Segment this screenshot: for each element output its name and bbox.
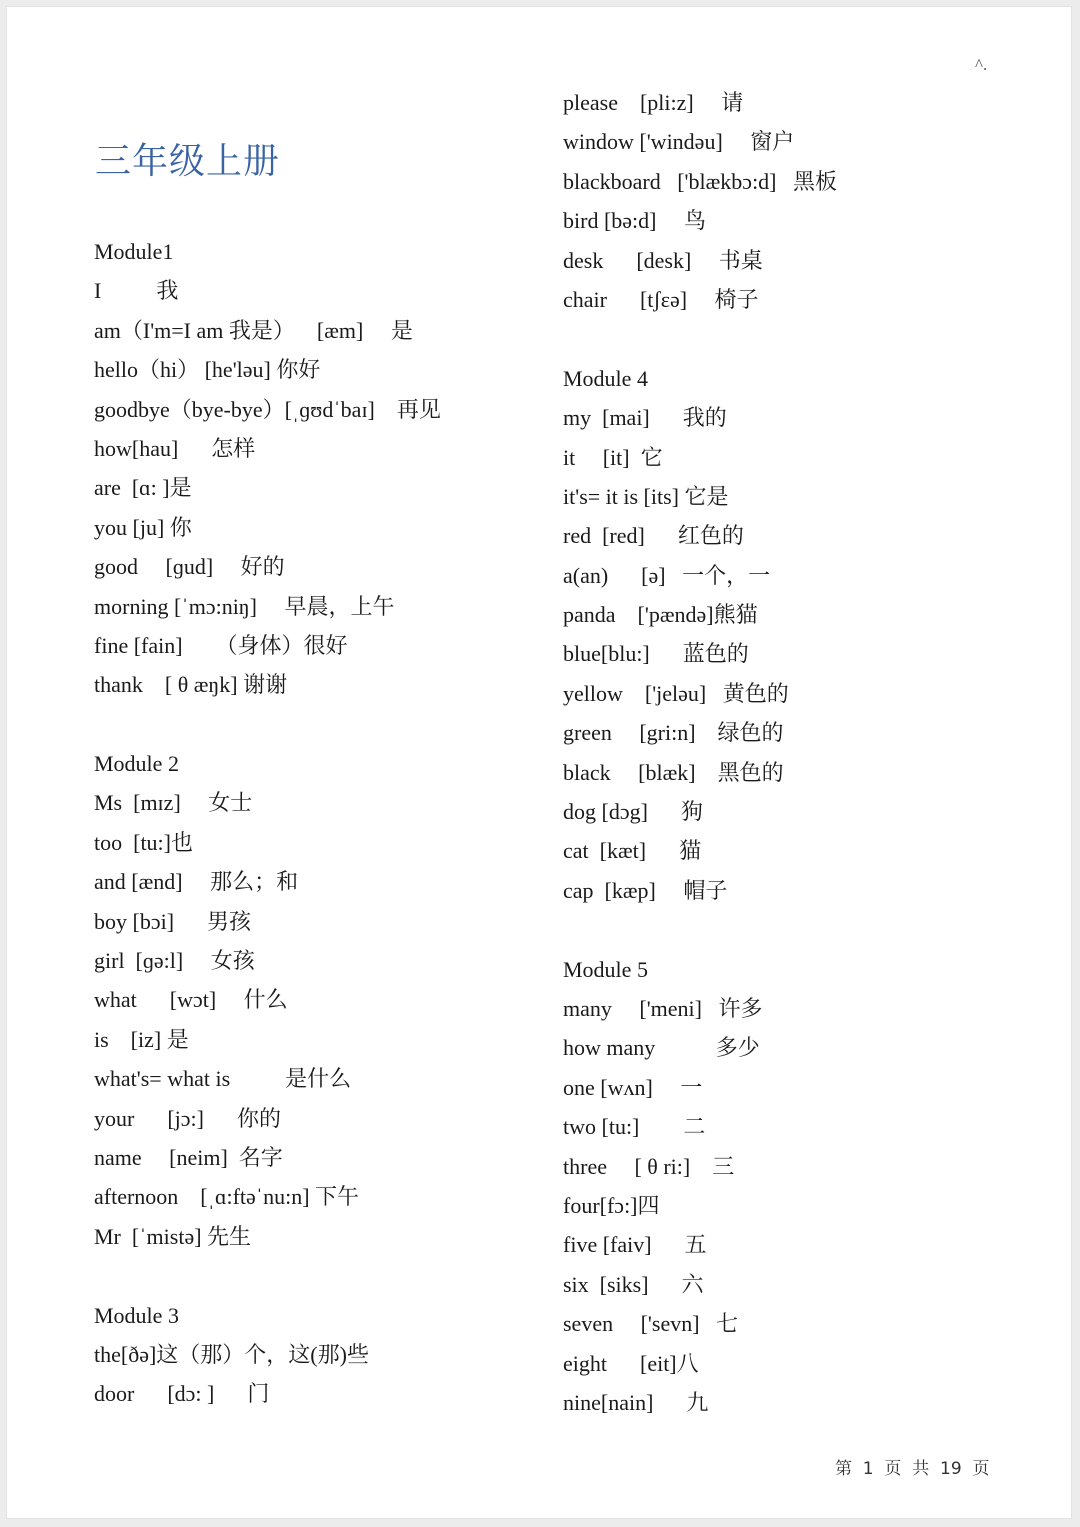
vocab-line: goodbye（bye-bye）[ˌɡʊdˈbaɪ] 再见 [94,396,441,422]
vocab-line: boy [bɔi] 男孩 [94,908,252,934]
vocab-line: green [gri:n] 绿色的 [563,720,784,746]
vocab-line: cat [kæt] 猫 [563,838,702,864]
page-title: 三年级上册 [95,141,281,182]
vocab-line: it [it] 它 [563,444,663,470]
vocab-line: cap [kæp] 帽子 [563,877,728,903]
vocab-line: eight [eit]八 [563,1350,699,1376]
blank-line [94,705,554,744]
blank-line [563,319,1023,358]
vocab-line: the[ðə]这（那）个，这(那)些 [94,1341,369,1367]
module-heading: Module 4 [563,365,648,391]
vocab-line: fine [fain] （身体）很好 [94,632,348,658]
vocab-line: afternoon [ˌɑ:ftəˈnu:n] 下午 [94,1184,360,1210]
vocab-line: and [ænd] 那么；和 [94,869,299,895]
vocab-line: door [dɔ: ] 门 [94,1381,270,1407]
vocab-line: Ms [mɪz] 女士 [94,790,253,816]
module-heading: Module 5 [563,956,648,982]
vocab-line: five [faiv] 五 [563,1232,707,1258]
blank-line [94,1256,554,1295]
module-heading: Module1 [94,239,174,264]
vocab-line: what [wɔt] 什么 [94,987,288,1013]
vocab-line: seven ['sevn] 七 [563,1311,739,1337]
vocab-line: hello（hi） [he'ləu] 你好 [94,357,321,383]
vocab-line: I 我 [94,278,179,304]
vocab-line: is [iz] 是 [94,1026,189,1052]
corner-mark: ^. [975,55,988,74]
vocab-line: how many 多少 [563,1035,760,1061]
vocab-line: are [ɑ: ]是 [94,475,192,501]
vocab-line: your [jɔ:] 你的 [94,1105,281,1131]
left-column [94,232,554,1414]
vocab-line: how[hau] 怎样 [94,435,256,461]
vocab-line: name [neim] 名字 [94,1144,283,1170]
vocab-line: desk [desk] 书桌 [563,247,763,273]
vocab-line: Mr [ˈmistə] 先生 [94,1223,252,1249]
blank-line [563,910,1023,949]
vocab-line: blue[blu:] 蓝色的 [563,641,749,667]
vocab-line: one [wʌn] 一 [563,1074,703,1100]
vocab-line: too [tu:]也 [94,829,193,855]
vocab-line: a(an) [ə] 一个，一 [563,562,771,588]
page-footer: 第 1 页 共 19 页 [835,1459,990,1479]
vocab-line: good [ɡud] 好的 [94,554,285,580]
vocab-line: it's= it is [its] 它是 [563,483,729,509]
vocab-line: morning [ˈmɔ:niŋ] 早晨，上午 [94,593,395,619]
vocab-line: four[fɔ:]四 [563,1192,660,1218]
vocab-line: my [mai] 我的 [563,405,727,431]
vocab-line: thank [ θ æŋk] 谢谢 [94,672,288,698]
vocab-line: you [ju] 你 [94,514,192,540]
vocab-line: chair [tʃɛə] 椅子 [563,286,759,312]
module-heading: Module 2 [94,751,179,777]
vocab-line: please [pli:z] 请 [563,90,744,115]
vocab-line: blackboard ['blækbɔ:d] 黑板 [563,168,838,194]
vocab-line: panda ['pændə]熊猫 [563,602,758,628]
vocab-line: six [siks] 六 [563,1271,704,1297]
vocab-line: three [ θ ri:] 三 [563,1153,735,1179]
right-column [563,83,1023,1422]
vocab-line: am（I'm=I am 我是） [æm] 是 [94,317,413,343]
vocab-line: two [tu:] 二 [563,1114,706,1140]
module-heading: Module 3 [94,1302,179,1328]
vocab-line: what's= what is 是什么 [94,1066,352,1092]
vocab-line: many ['meni] 许多 [563,995,763,1021]
vocab-line: bird [bə:d] 鸟 [563,208,706,234]
vocab-line: red [red] 红色的 [563,523,744,549]
vocab-line: nine[nain] 九 [563,1389,709,1415]
document-page [6,6,1072,1519]
vocab-line: window ['windəu] 窗户 [563,129,795,155]
vocab-line: yellow ['jeləu] 黄色的 [563,680,789,706]
vocab-line: dog [dɔg] 狗 [563,799,703,825]
vocab-line: girl [ɡə:l] 女孩 [94,948,255,974]
vocab-line: black [blæk] 黑色的 [563,759,784,785]
